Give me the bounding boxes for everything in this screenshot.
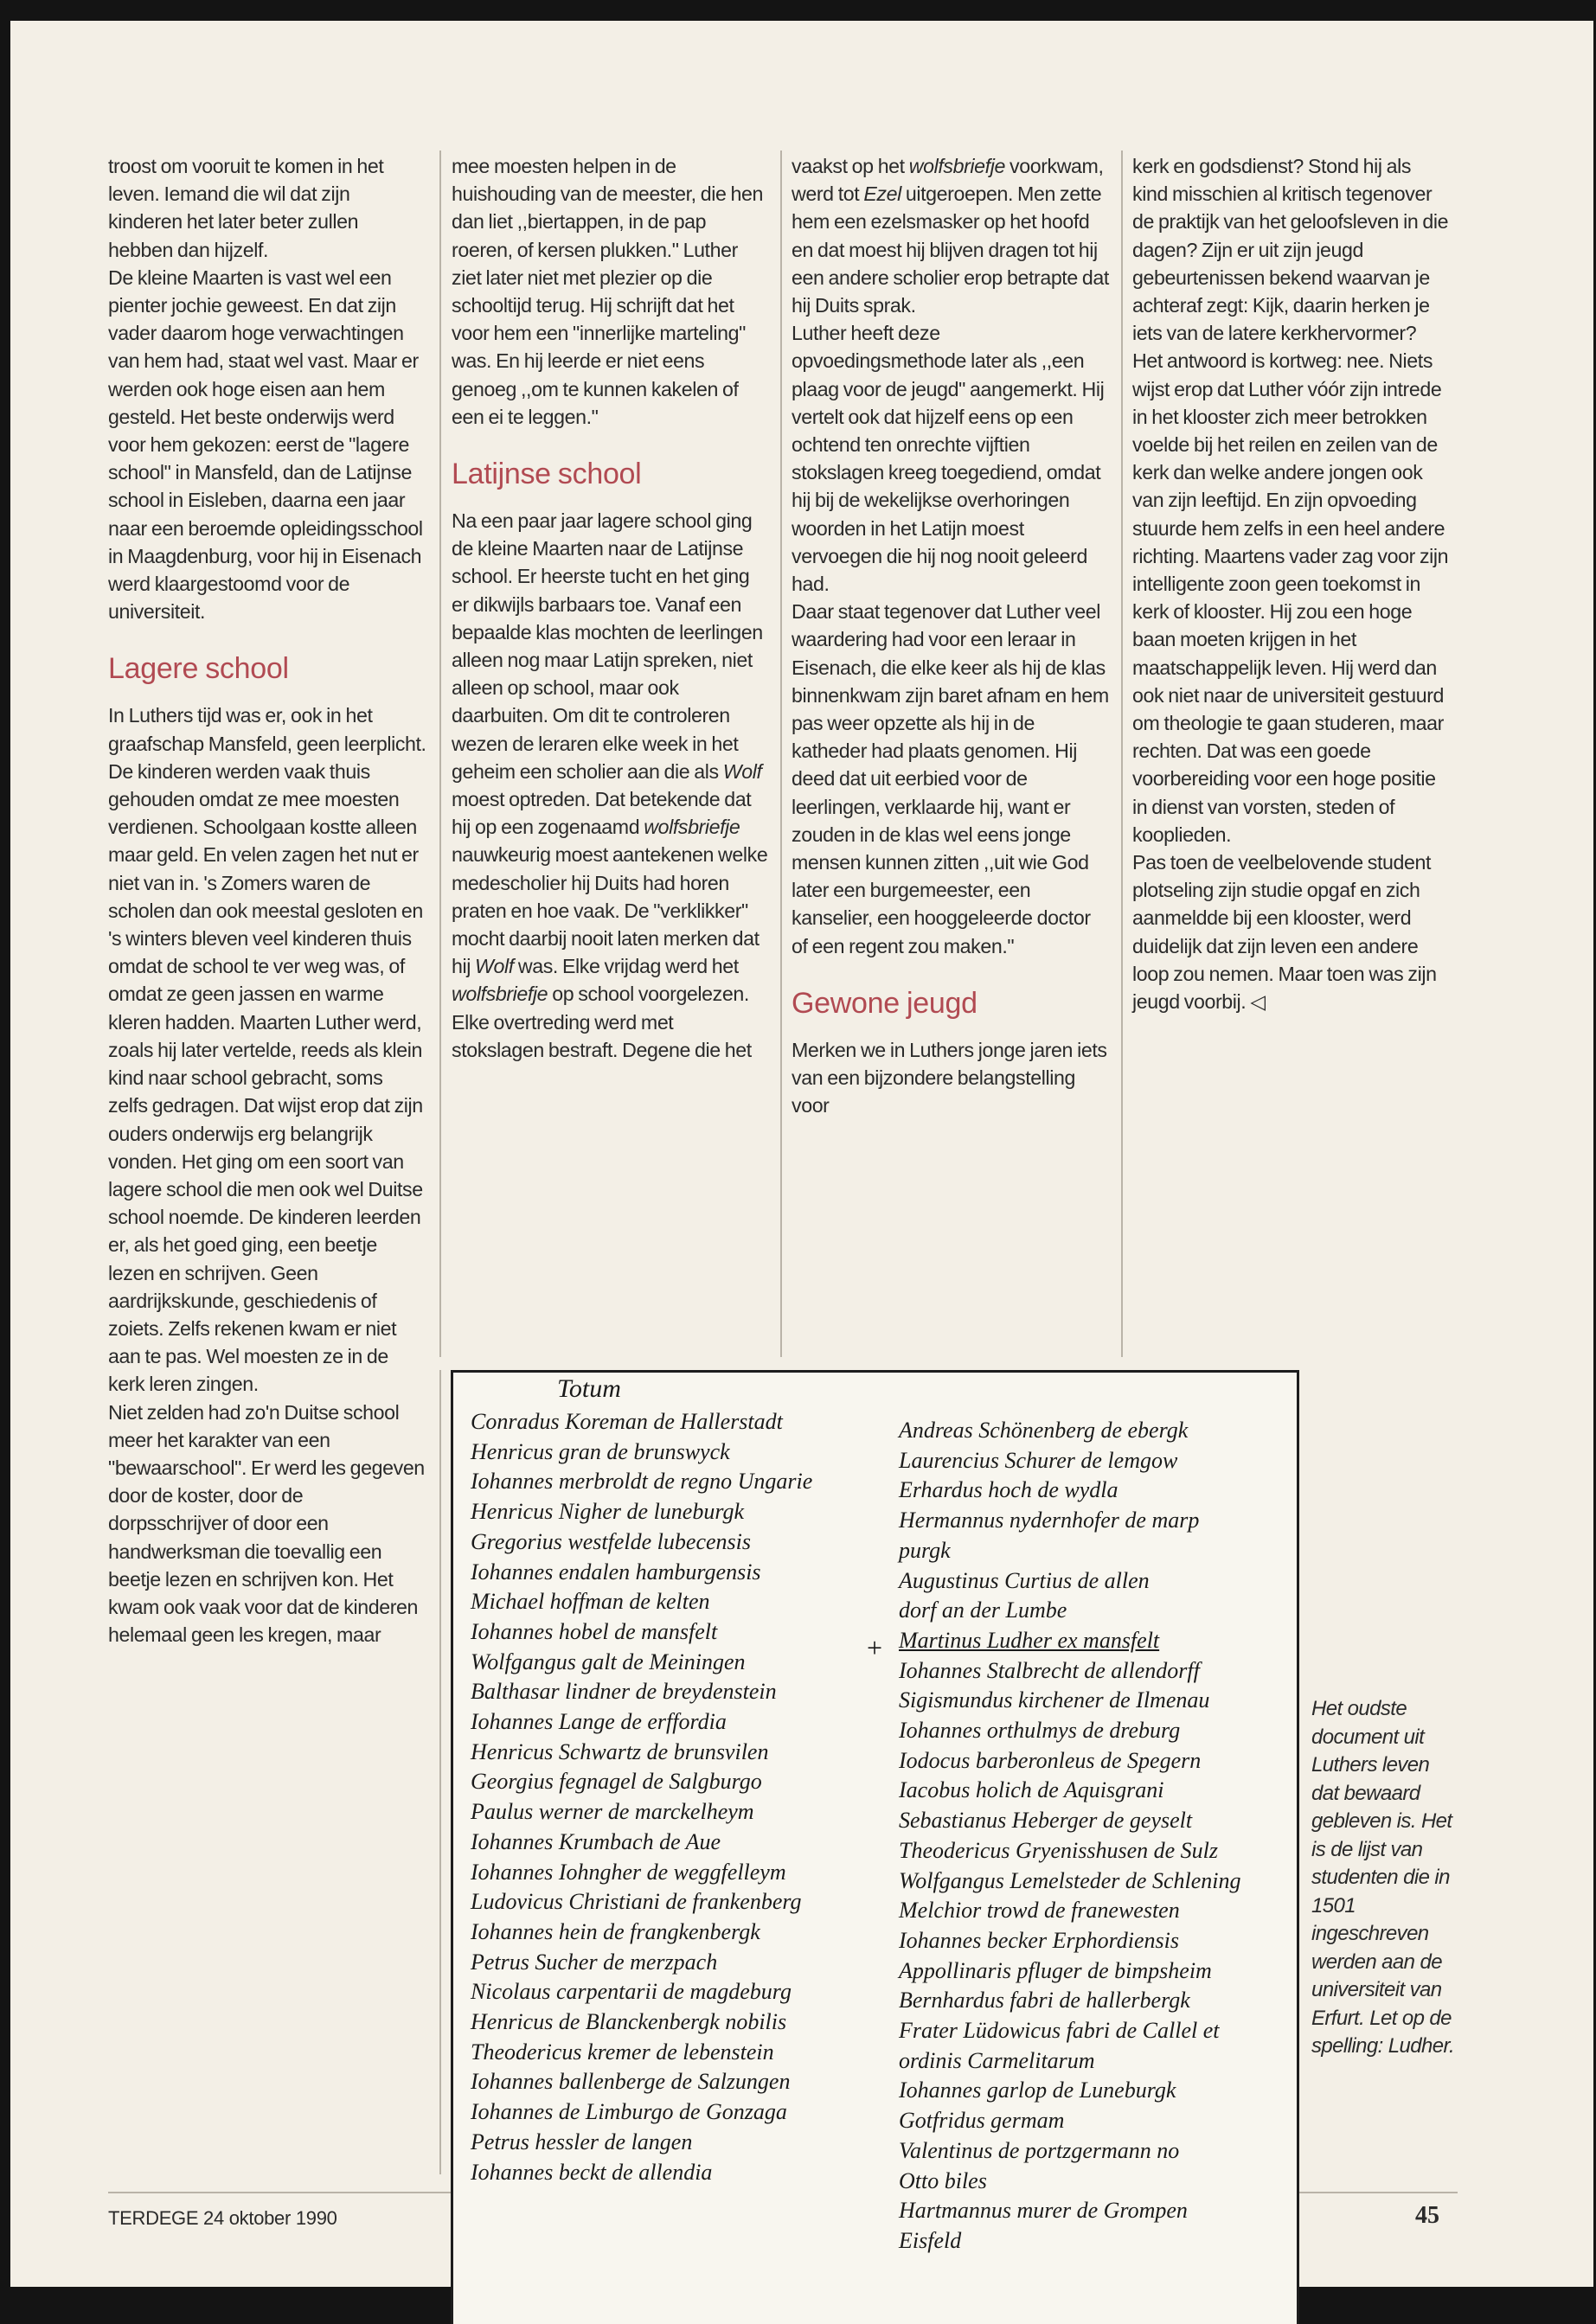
paragraph: Luther heeft deze opvoedingsmethode later als ,,een plaag voor de jeugd" aangemerkt. Hij vertelt ook dat hijzelf eens op een ochtend ten onrechte vijftien stokslagen kreeg toegediend, omdat hij bij de wekelijkse overhoringen woorden in het Latijn moest vervoegen die hij nog nooit geleerd had. bbox=[792, 322, 1105, 596]
manuscript-entry: Nicolaus carpentarii de magdeburg bbox=[471, 1979, 792, 2005]
manuscript-entry: Wolfgangus Lemelsteder de Schlening bbox=[899, 1867, 1241, 1893]
manuscript-entry: Balthasar lindner de breydenstein bbox=[471, 1679, 777, 1705]
manuscript-entry: Iohannes merbroldt de regno Ungarie bbox=[471, 1469, 813, 1495]
manuscript-entry: Otto biles bbox=[899, 2167, 987, 2193]
manuscript-entry: dorf an der Lumbe bbox=[899, 1597, 1067, 1623]
manuscript-right-column bbox=[899, 1416, 1240, 2257]
paragraph: De kleine Maarten is vast wel een pienter jochie geweest. En dat zijn vader daarom hoge verwachtingen van hem had, staat wel vast. Maar er werden ook hoge eisen aan hem gesteld. Het beste onderwijs werd voor hem gekozen: eerst de "lagere school" in Mansfeld, dan de Latijnse school in Eisleben, daarna een jaar naar een beroemde opleidingsschool in Maagdenburg, voor hij in Eisenach werd klaargestoomd voor de universiteit. bbox=[108, 266, 423, 624]
manuscript-image bbox=[451, 1370, 1299, 2324]
manuscript-entry: Iodocus barberonleus de Spegern bbox=[899, 1747, 1202, 1773]
manuscript-entry: Iohannes beckt de allendia bbox=[471, 2159, 713, 2185]
manuscript-entry: Theodericus kremer de lebenstein bbox=[471, 2039, 774, 2065]
manuscript-entry: ordinis Carmelitarum bbox=[899, 2047, 1095, 2073]
italic-term: wolfsbriefje bbox=[908, 155, 1005, 177]
manuscript-entry: Valentinus de portzgermann no bbox=[899, 2137, 1180, 2163]
manuscript-entry: Melchior trowd de franewesten bbox=[899, 1898, 1180, 1924]
paragraph: mee moesten helpen in de huishouding van de meester, die hen dan liet ,,biertappen, in de pap roeren, of kersen plukken." Luther ziet later niet met plezier op die schooltijd terug. Hij schrijft dat het voor hem een "innerlijke marteling" was. En hij leerde er niet eens genoeg ,,om te kunnen kakelen of een ei te leggen." bbox=[452, 155, 764, 428]
manuscript-entry: Wolfgangus galt de Meiningen bbox=[471, 1649, 746, 1674]
manuscript-entry: Iohannes Iohngher de weggfelleym bbox=[471, 1859, 786, 1885]
manuscript-entry: Iohannes orthulmys de dreburg bbox=[899, 1718, 1181, 1744]
section-heading-gewone-jeugd: Gewone jeugd bbox=[792, 986, 977, 1020]
manuscript-entry: Iohannes endalen hamburgensis bbox=[471, 1559, 761, 1585]
italic-term: wolfsbriefje bbox=[452, 983, 548, 1006]
italic-term: wolfsbriefje bbox=[644, 816, 740, 839]
manuscript-entry: Iohannes hein de frangkenbergk bbox=[471, 1918, 760, 1944]
manuscript-entry: Frater Lüdowicus fabri de Callel et bbox=[899, 2018, 1220, 2044]
article-column-2 bbox=[452, 152, 770, 1064]
paragraph: In Luthers tijd was er, ook in het graafschap Mansfeld, geen leerplicht. De kinderen werden vaak thuis gehouden omdat ze mee moesten verdienen. Schoolgaan kostte alleen maar geld. En velen zagen het nut er niet van in. 's Zomers waren de scholen dan ook meestal gesloten en 's winters bleven veel kinderen thuis omdat de school te ver weg was, of omdat ze geen jassen en warme kleren hadden. Maarten Luther werd, zoals hij later vertelde, reeds als klein kind naar school gebracht, soms zelfs gedragen. Dat wijst erop dat zijn ouders onderwijs erg belangrijk vonden. Het ging om een soort van lagere school die men ook wel Duitse school noemde. De kinderen leerden er, als het goed ging, een beetje lezen en schrijven. Geen aardrijkskunde, geschiedenis of zoiets. Zelfs rekenen kwam er niet aan te pas. Wel moesten ze in de kerk leren zingen. bbox=[108, 704, 426, 1396]
paragraph: Merken we in Luthers jonge jaren iets van een bijzondere belangstelling voor bbox=[792, 1038, 1107, 1117]
italic-term: Ezel bbox=[863, 182, 901, 206]
article-column-4 bbox=[1132, 152, 1451, 1015]
manuscript-entry: Paulus werner de marckelheym bbox=[471, 1799, 754, 1825]
column-divider bbox=[439, 1370, 441, 2174]
paragraph: Na een paar jaar lagere school ging de kleine Maarten naar de Latijnse school. Er heerste tucht en het ging er dikwijls barbaars toe. Vanaf een bepaalde klas mochten de leerlingen alleen nog maar Latijn spreken, niet alleen op school, maar ook daarbuiten. Om dit te controleren wezen de leraren elke week in het geheim een scholier aan die als Wolf moest optreden. Dat betekende dat hij op een zogenaamd wolfsbriefje nauwkeurig moest aantekenen welke medescholier hij Duits had horen praten en hoe vaak. De "verklikker" mocht daarbij nooit laten merken dat hij Wolf was. Elke vrijdag werd het wolfsbriefje op school voorgelezen. Elke overtreding werd met stokslagen bestraft. Degene die het bbox=[452, 509, 768, 1061]
paragraph: troost om vooruit te komen in het leven. Iemand die wil dat zijn kinderen het later beter zullen hebben dan hijzelf. bbox=[108, 155, 384, 261]
manuscript-entry: Andreas Schönenberg de ebergk bbox=[899, 1418, 1189, 1443]
paragraph: kerk en godsdienst? Stond hij als kind misschien al kritisch tegenover de praktijk van het geloofsleven in die dagen? Zijn er uit zijn jeugd gebeurtenissen bekend waarvan je achteraf zegt: Kijk, daarin herken je iets van de latere kerkhervormer? bbox=[1132, 155, 1449, 345]
manuscript-entry: Appollinaris pfluger de bimpsheim bbox=[899, 1957, 1212, 1983]
manuscript-entry: Gotfridus germam bbox=[899, 2108, 1065, 2134]
manuscript-entry: Conradus Koreman de Hallerstadt bbox=[471, 1409, 783, 1434]
paragraph: Pas toen de veelbelovende student plotseling zijn studie opgaf en zich aanmeldde bij een klooster, werd duidelijk dat zijn leven een andere loop zou nemen. Maar toen was zijn jeugd voorbij. ◁ bbox=[1132, 851, 1437, 1014]
section-heading-lagere-school: Lagere school bbox=[108, 652, 289, 686]
manuscript-entry: Petrus Sucher de merzpach bbox=[471, 1949, 718, 1975]
manuscript-entry: Iohannes becker Erphordiensis bbox=[899, 1927, 1179, 1953]
manuscript-entry: Bernhardus fabri de hallerbergk bbox=[899, 1988, 1190, 2013]
page-number: 45 bbox=[1415, 2202, 1439, 2229]
manuscript-entry: Augustinus Curtius de allen bbox=[899, 1567, 1150, 1593]
manuscript-entry: Eisfeld bbox=[899, 2227, 962, 2253]
manuscript-entry: Sigismundus kirchener de Ilmenau bbox=[899, 1687, 1210, 1713]
manuscript-entry: Hartmannus murer de Grompen bbox=[899, 2198, 1188, 2224]
manuscript-entry: Gregorius westfelde lubecensis bbox=[471, 1528, 751, 1554]
manuscript-entry: Iohannes Lange de erffordia bbox=[471, 1709, 727, 1735]
article-column-3 bbox=[792, 152, 1110, 1120]
manuscript-entry: Iohannes de Limburgo de Gonzaga bbox=[471, 2099, 787, 2125]
section-heading-latijnse-school: Latijnse school bbox=[452, 458, 642, 491]
manuscript-entry: Iacobus holich de Aquisgrani bbox=[899, 1777, 1164, 1803]
manuscript-entry: Iohannes Stalbrecht de allendorff bbox=[899, 1657, 1200, 1683]
manuscript-entry: Georgius fegnagel de Salgburgo bbox=[471, 1769, 762, 1795]
manuscript-entry: purgk bbox=[899, 1537, 951, 1563]
column-divider bbox=[780, 150, 782, 1357]
manuscript-entry: Erhardus hoch de wydla bbox=[899, 1477, 1118, 1503]
paragraph: Niet zelden had zo'n Duitse school meer het karakter van een "bewaarschool". Er werd les gegeven door de koster, door de dorpsschrijver of door een handwerksman die toevallig een beetje lezen en schrijven kon. Het kwam ook vaak voor dat de kinderen helemaal geen les kregen, maar bbox=[108, 1400, 425, 1647]
manuscript-entry: Henricus Nigher de luneburgk bbox=[471, 1499, 745, 1525]
column-divider bbox=[1121, 150, 1123, 1357]
paragraph: vaakst op het wolfsbriefje voorkwam, werd tot Ezel uitgeroepen. Men zette hem een ezelsmasker op het hoofd en dat moest hij blijven dragen tot hij een andere scholier erop betrapte dat hij Duits sprak. bbox=[792, 155, 1109, 317]
manuscript-heading: Totum bbox=[557, 1374, 621, 1403]
publication-footer: TERDEGE 24 oktober 1990 bbox=[108, 2207, 337, 2229]
magazine-page bbox=[10, 21, 1593, 2287]
cross-mark: + bbox=[867, 1632, 883, 1663]
italic-term: Wolf bbox=[722, 759, 762, 783]
image-caption: Het oudste document uit Luthers leven dat bewaard gebleven is. Het is de lijst van studenten die in 1501 ingeschreven werden aan de universiteit van Erfurt. Let op de spelling: Ludher. bbox=[1311, 1697, 1455, 2058]
manuscript-entry: Iohannes garlop de Luneburgk bbox=[899, 2078, 1176, 2103]
manuscript-entry: Iohannes Krumbach de Aue bbox=[471, 1828, 721, 1854]
article-column-1 bbox=[108, 152, 426, 1649]
column-divider bbox=[439, 150, 441, 1357]
manuscript-entry: Henricus de Blanckenbergk nobilis bbox=[471, 2009, 787, 2035]
manuscript-entry: Laurencius Schurer de lemgow bbox=[899, 1447, 1178, 1473]
manuscript-entry: Sebastianus Heberger de geyselt bbox=[899, 1808, 1193, 1834]
manuscript-entry: Theodericus Gryenisshusen de Sulz bbox=[899, 1837, 1219, 1863]
italic-term: Wolf bbox=[475, 955, 514, 978]
manuscript-left-column bbox=[471, 1407, 812, 2187]
manuscript-entry: Ludovicus Christiani de frankenberg bbox=[471, 1889, 802, 1915]
manuscript-entry: Michael hoffman de kelten bbox=[471, 1589, 710, 1615]
paragraph: Het antwoord is kortweg: nee. Niets wijst erop dat Luther vóór zijn intrede in het klooster zich meer betrokken voelde bij het reilen en zeilen van de kerk dan welke andere jongen ook van zijn leeftijd. En zijn opvoeding stuurde hem zelfs in een heel andere richting. Maartens vader zag voor zijn intelligente zoon geen toekomst in kerk of klooster. Hij zou een hoge baan moeten krijgen in het maatschappelijk leven. Hij werd dan ook niet naar de universiteit gestuurd om theologie te gaan studeren, maar rechten. Dat was een goede voorbereiding voor een hoge positie in dienst van vorsten, steden of kooplieden. bbox=[1132, 349, 1449, 846]
manuscript-entry: Iohannes hobel de mansfelt bbox=[471, 1618, 718, 1644]
manuscript-entry: Henricus gran de brunswyck bbox=[471, 1438, 730, 1464]
manuscript-entry: Iohannes ballenberge de Salzungen bbox=[471, 2069, 791, 2095]
manuscript-entry: Henricus Schwartz de brunsvilen bbox=[471, 1738, 769, 1764]
manuscript-entry: Petrus hessler de langen bbox=[471, 2129, 693, 2154]
manuscript-entry: Martinus Ludher ex mansfelt bbox=[899, 1627, 1160, 1653]
manuscript-entry: Hermannus nydernhofer de marp bbox=[899, 1508, 1200, 1533]
paragraph: Daar staat tegenover dat Luther veel waardering had voor een leraar in Eisenach, die elke keer als hij de klas binnenkwam zijn baret afnam en hem pas weer opzette als hij in de katheder had plaats genomen. Hij deed dat uit eerbied voor de leerlingen, verklaarde hij, want er zouden in de klas wel eens jonge mensen kunnen zitten ,,uit wie God later een burgemeester, een kanselier, een hooggeleerde doctor of een regent zou maken." bbox=[792, 600, 1109, 957]
